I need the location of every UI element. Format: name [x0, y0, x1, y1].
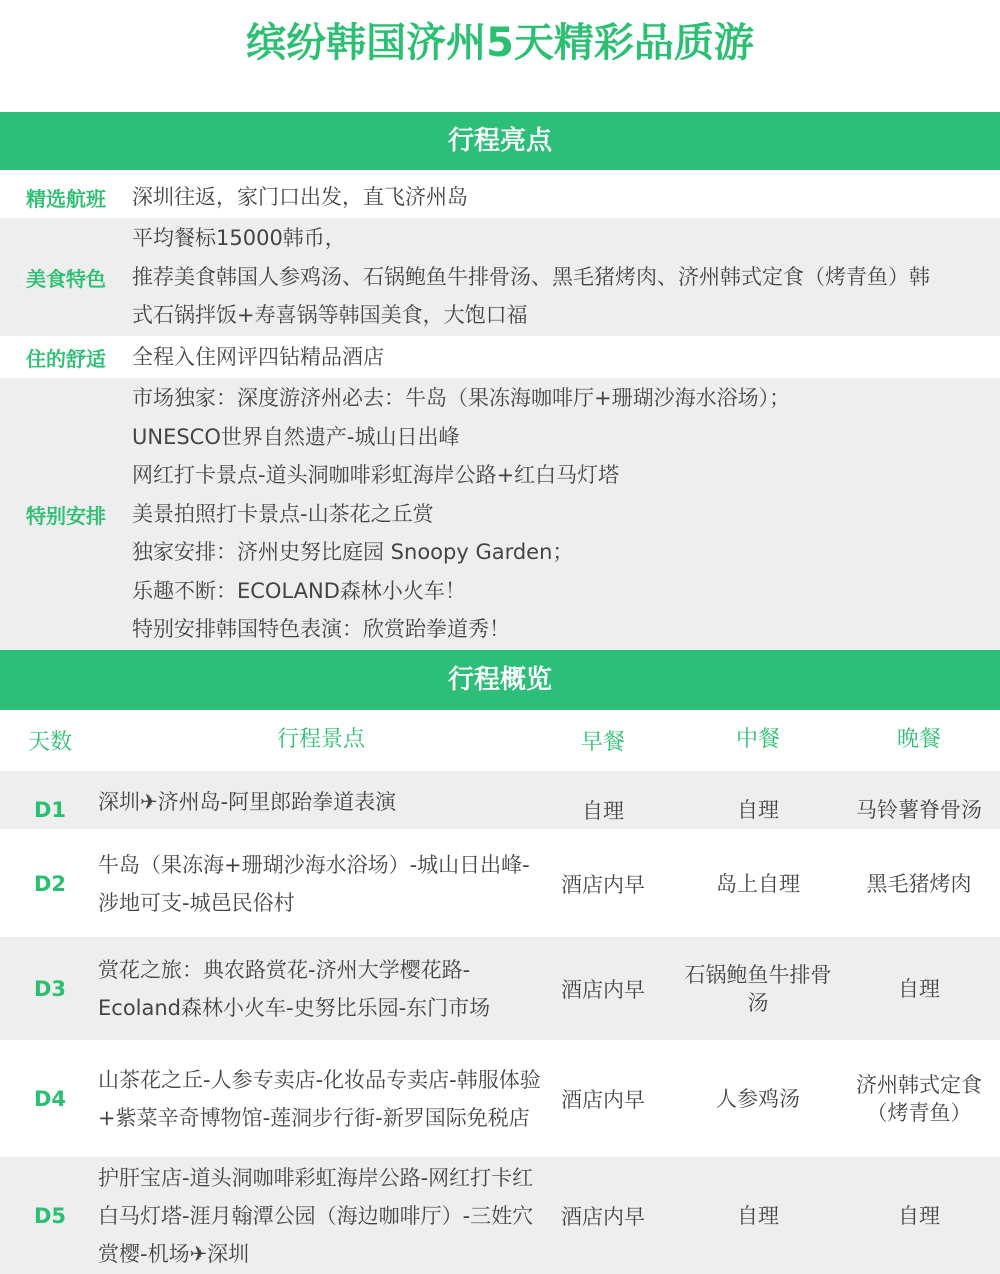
- day-cell: D2: [33, 872, 67, 896]
- column-header-route: 行程景点: [276, 727, 365, 752]
- route-cell: 山茶花之丘-人参专卖店-化妆品专卖店-韩服体验+紫菜辛奇博物馆-莲洞步行街-新罗国际免税店: [98, 1068, 541, 1130]
- highlight-line: 深圳往返，家门口出发，直飞济州岛: [132, 184, 468, 209]
- highlight-line: 独家安排：济州史努比庭园 Snoopy Garden；: [132, 540, 574, 565]
- table-row: [0, 1156, 1000, 1274]
- highlight-line: 美景拍照打卡景点-山茶花之丘赏: [132, 501, 434, 526]
- highlight-line: 网红打卡景点-道头洞咖啡彩虹海岸公路+红白马灯塔: [132, 463, 620, 488]
- column-header-day: 天数: [27, 729, 72, 755]
- highlight-row-hotel: [0, 336, 1000, 378]
- highlight-line: 推荐美食韩国人参鸡汤、石锅鲍鱼牛排骨汤、黑毛猪烤肉、济州韩式定食（烤青鱼）韩: [132, 264, 930, 289]
- table-row: [0, 830, 1000, 937]
- highlight-row-food: [0, 218, 1000, 336]
- highlight-label: 精选航班: [26, 186, 106, 211]
- highlight-row-special: [0, 378, 1000, 650]
- highlight-text: [132, 336, 992, 378]
- highlight-line: 特别安排韩国特色表演：欣赏跆拳道秀！: [132, 617, 510, 642]
- breakfast-cell: 酒店内早: [561, 873, 645, 897]
- highlight-line: UNESCO世界自然遗产-城山日出峰: [132, 424, 460, 449]
- highlight-label: 特别安排: [26, 503, 106, 528]
- highlight-label: 美食特色: [26, 266, 106, 291]
- table-row: [0, 770, 1000, 829]
- table-row: [0, 1040, 1000, 1157]
- highlight-text: [132, 176, 992, 218]
- column-header-dinner: 晚餐: [896, 727, 941, 752]
- breakfast-cell: 酒店内早: [561, 1088, 645, 1112]
- lunch-cell: 自理: [737, 798, 779, 822]
- route-cell: 深圳✈济州岛-阿里郎跆拳道表演: [98, 790, 397, 814]
- highlight-text: [132, 218, 992, 336]
- dinner-cell: 自理: [898, 977, 940, 1001]
- highlight-line: 全程入住网评四钻精品酒店: [132, 344, 384, 369]
- table-row: [0, 936, 1000, 1041]
- overview-column-headers: [0, 710, 1000, 770]
- highlight-label: 住的舒适: [26, 346, 106, 371]
- highlight-line: 式石锅拌饭+寿喜锅等韩国美食，大饱口福: [132, 303, 528, 328]
- day-cell: D3: [33, 977, 67, 1001]
- day-cell: D5: [33, 1203, 67, 1228]
- highlight-line: 平均餐标15000韩币，: [132, 226, 346, 251]
- day-cell: D4: [33, 1087, 67, 1111]
- lunch-cell: 岛上自理: [716, 872, 800, 896]
- breakfast-cell: 自理: [582, 799, 624, 823]
- highlight-text: [132, 378, 992, 650]
- dinner-cell: 自理: [898, 1203, 940, 1228]
- route-cell: 护肝宝店-道头洞咖啡彩虹海岸公路-网红打卡红白马灯塔-涯月翰潭公园（海边咖啡厅）-三姓穴赏樱-机场✈深圳: [98, 1165, 534, 1266]
- column-header-breakfast: 早餐: [580, 729, 625, 755]
- highlight-line: 乐趣不断：ECOLAND森林小火车！: [132, 578, 466, 603]
- overview-header: 行程概览: [0, 650, 1000, 710]
- highlight-row-flight: [0, 176, 1000, 218]
- highlights-header: 行程亮点: [0, 112, 1000, 170]
- breakfast-cell: 酒店内早: [561, 978, 645, 1002]
- day-cell: D1: [33, 798, 67, 822]
- lunch-cell: 人参鸡汤: [716, 1087, 800, 1111]
- lunch-cell: 自理: [737, 1203, 779, 1228]
- dinner-cell: 黑毛猪烤肉: [866, 872, 972, 896]
- page-title: 缤纷韩国济州5天精彩品质游: [246, 20, 754, 66]
- lunch-cell: 石锅鲍鱼牛排骨汤: [684, 963, 832, 1015]
- route-cell: 赏花之旅：典农路赏花-济州大学樱花路-Ecoland森林小火车-史努比乐园-东门市场: [98, 958, 491, 1020]
- highlight-line: 市场独家：深度游济州必去：牛岛（果冻海咖啡厅+珊瑚沙海水浴场）；: [132, 386, 791, 411]
- column-header-lunch: 中餐: [735, 727, 780, 752]
- breakfast-cell: 酒店内早: [561, 1204, 645, 1229]
- dinner-cell: 济州韩式定食（烤青鱼）: [856, 1073, 982, 1125]
- dinner-cell: 马铃薯脊骨汤: [856, 798, 982, 822]
- route-cell: 牛岛（果冻海+珊瑚沙海水浴场）-城山日出峰-涉地可支-城邑民俗村: [98, 853, 530, 915]
